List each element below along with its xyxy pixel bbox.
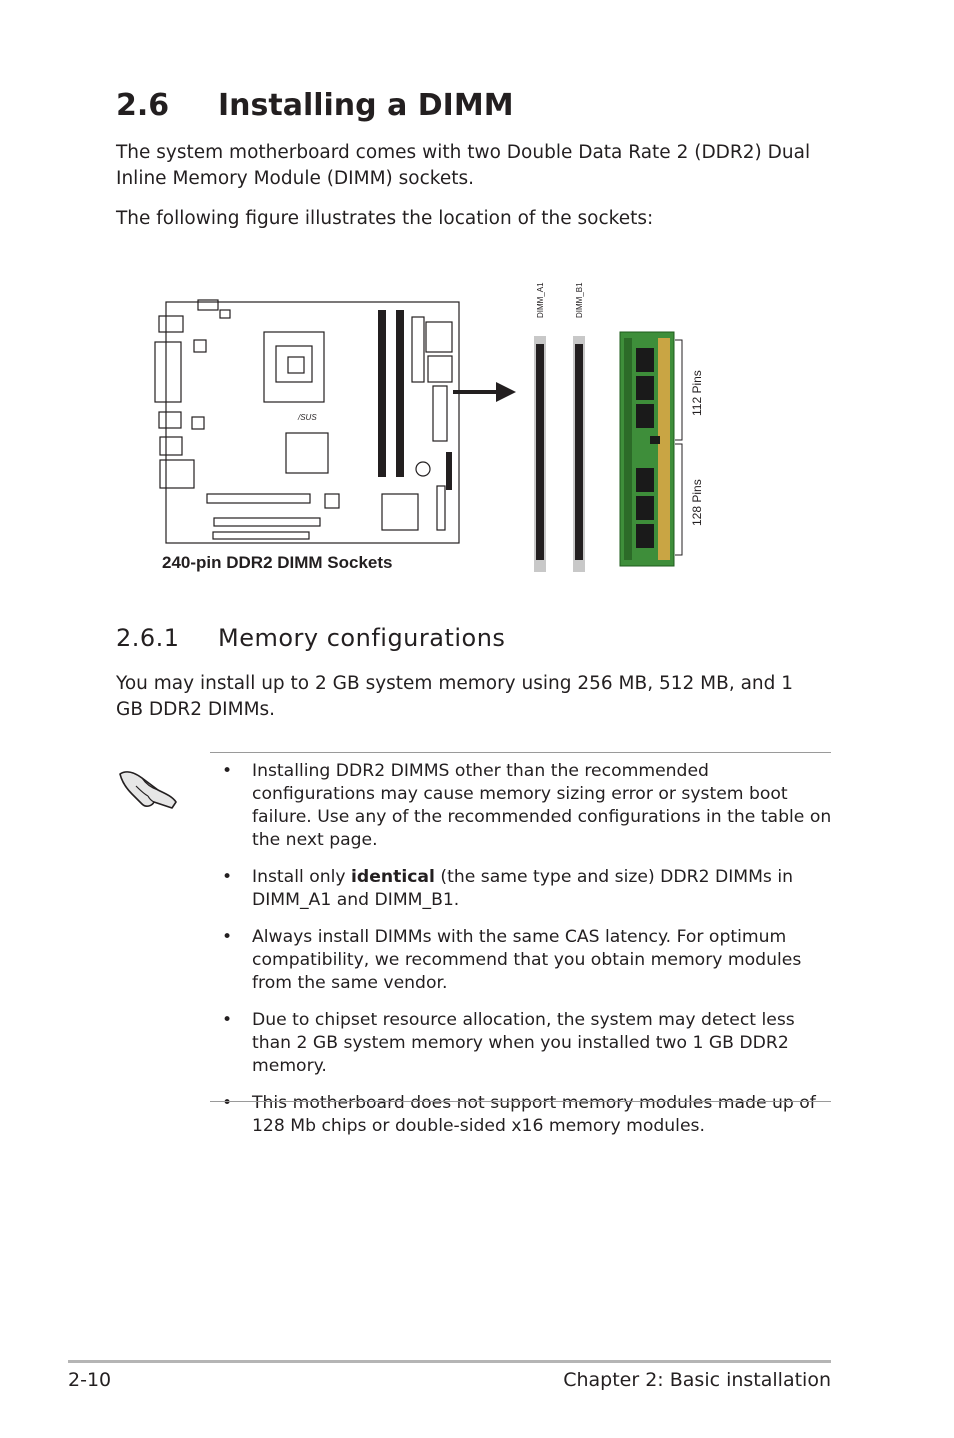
pointer-arrow-icon: [453, 382, 516, 402]
intro-paragraph: The system motherboard comes with two Double Data Rate 2 (DDR2) Dual Inline Memory Module (DIMM) sockets.: [116, 142, 811, 189]
section-title-text: Installing a DIMM: [218, 88, 514, 123]
note-item: [220, 1009, 835, 1078]
board-brand-logo: /SUS: [298, 413, 317, 422]
memory-config-paragraph: You may install up to 2 GB system memory using 256 MB, 512 MB, and 1 GB DDR2 DIMMs.: [116, 673, 794, 720]
note-item: [220, 760, 835, 852]
footer-page-number: 2-10: [68, 1369, 112, 1391]
socket-dimm-b1: [573, 336, 585, 572]
note-text: Install only: [252, 867, 352, 887]
board-dimm-slot-a: [378, 310, 386, 477]
footer-rule: [68, 1360, 831, 1363]
subsection-number: 2.6.1: [116, 624, 180, 652]
section-title: [116, 88, 514, 123]
figure-caption: 240-pin DDR2 DIMM Sockets: [162, 553, 393, 572]
board-dimm-slot-b: [396, 310, 404, 477]
socket-dimm-a1: [534, 336, 546, 572]
note-text-continued: (the same type and size) DDR2 DIMMs in DIMM_A1 and DIMM_B1.: [252, 867, 794, 910]
bullet-icon: •: [222, 867, 233, 887]
note-text: Due to chipset resource allocation, the system may detect less than 2 GB system memory when you installed two 1 GB DDR2 memory.: [252, 1010, 795, 1076]
figure-intro-paragraph: The following figure illustrates the location of the sockets:: [116, 208, 654, 229]
note-text: Always install DIMMs with the same CAS latency. For optimum compatibility, we recommend that you obtain memory modules from the same vendor.: [252, 927, 802, 993]
note-text: This motherboard does not support memory modules made up of 128 Mb chips or double-sided x16 memory modules.: [252, 1093, 816, 1136]
note-text: Installing DDR2 DIMMS other than the recommended configurations may cause memory sizing error or system boot failure. Use any of the recommended configurations in the table on the next page.: [252, 761, 832, 850]
subsection-title-text: Memory configurations: [218, 624, 506, 652]
note-bottom-rule: [210, 1101, 831, 1102]
notes-list: [220, 760, 835, 1152]
section-number: 2.6: [116, 88, 170, 123]
note-top-rule: [210, 752, 831, 753]
bullet-icon: •: [222, 1093, 233, 1113]
footer-chapter-title: Chapter 2: Basic installation: [563, 1369, 831, 1391]
socket-label-dimm-a1: DIMM_A1: [536, 282, 545, 318]
dimm-socket-figure: [130, 262, 730, 592]
socket-label-dimm-b1: DIMM_B1: [575, 282, 584, 318]
note-item: [220, 926, 835, 995]
bullet-icon: •: [222, 927, 233, 947]
note-item: [220, 866, 835, 912]
upper-pins-label: 112 Pins: [690, 370, 704, 416]
subsection-title: [116, 624, 505, 652]
lower-pins-label: 128 Pins: [690, 479, 704, 526]
dimm-module-image: [620, 332, 674, 566]
bullet-icon: •: [222, 1010, 233, 1030]
note-hand-icon: [112, 760, 180, 816]
note-item: [220, 1092, 835, 1138]
note-emphasis: identical: [351, 867, 435, 887]
bullet-icon: •: [222, 761, 233, 781]
